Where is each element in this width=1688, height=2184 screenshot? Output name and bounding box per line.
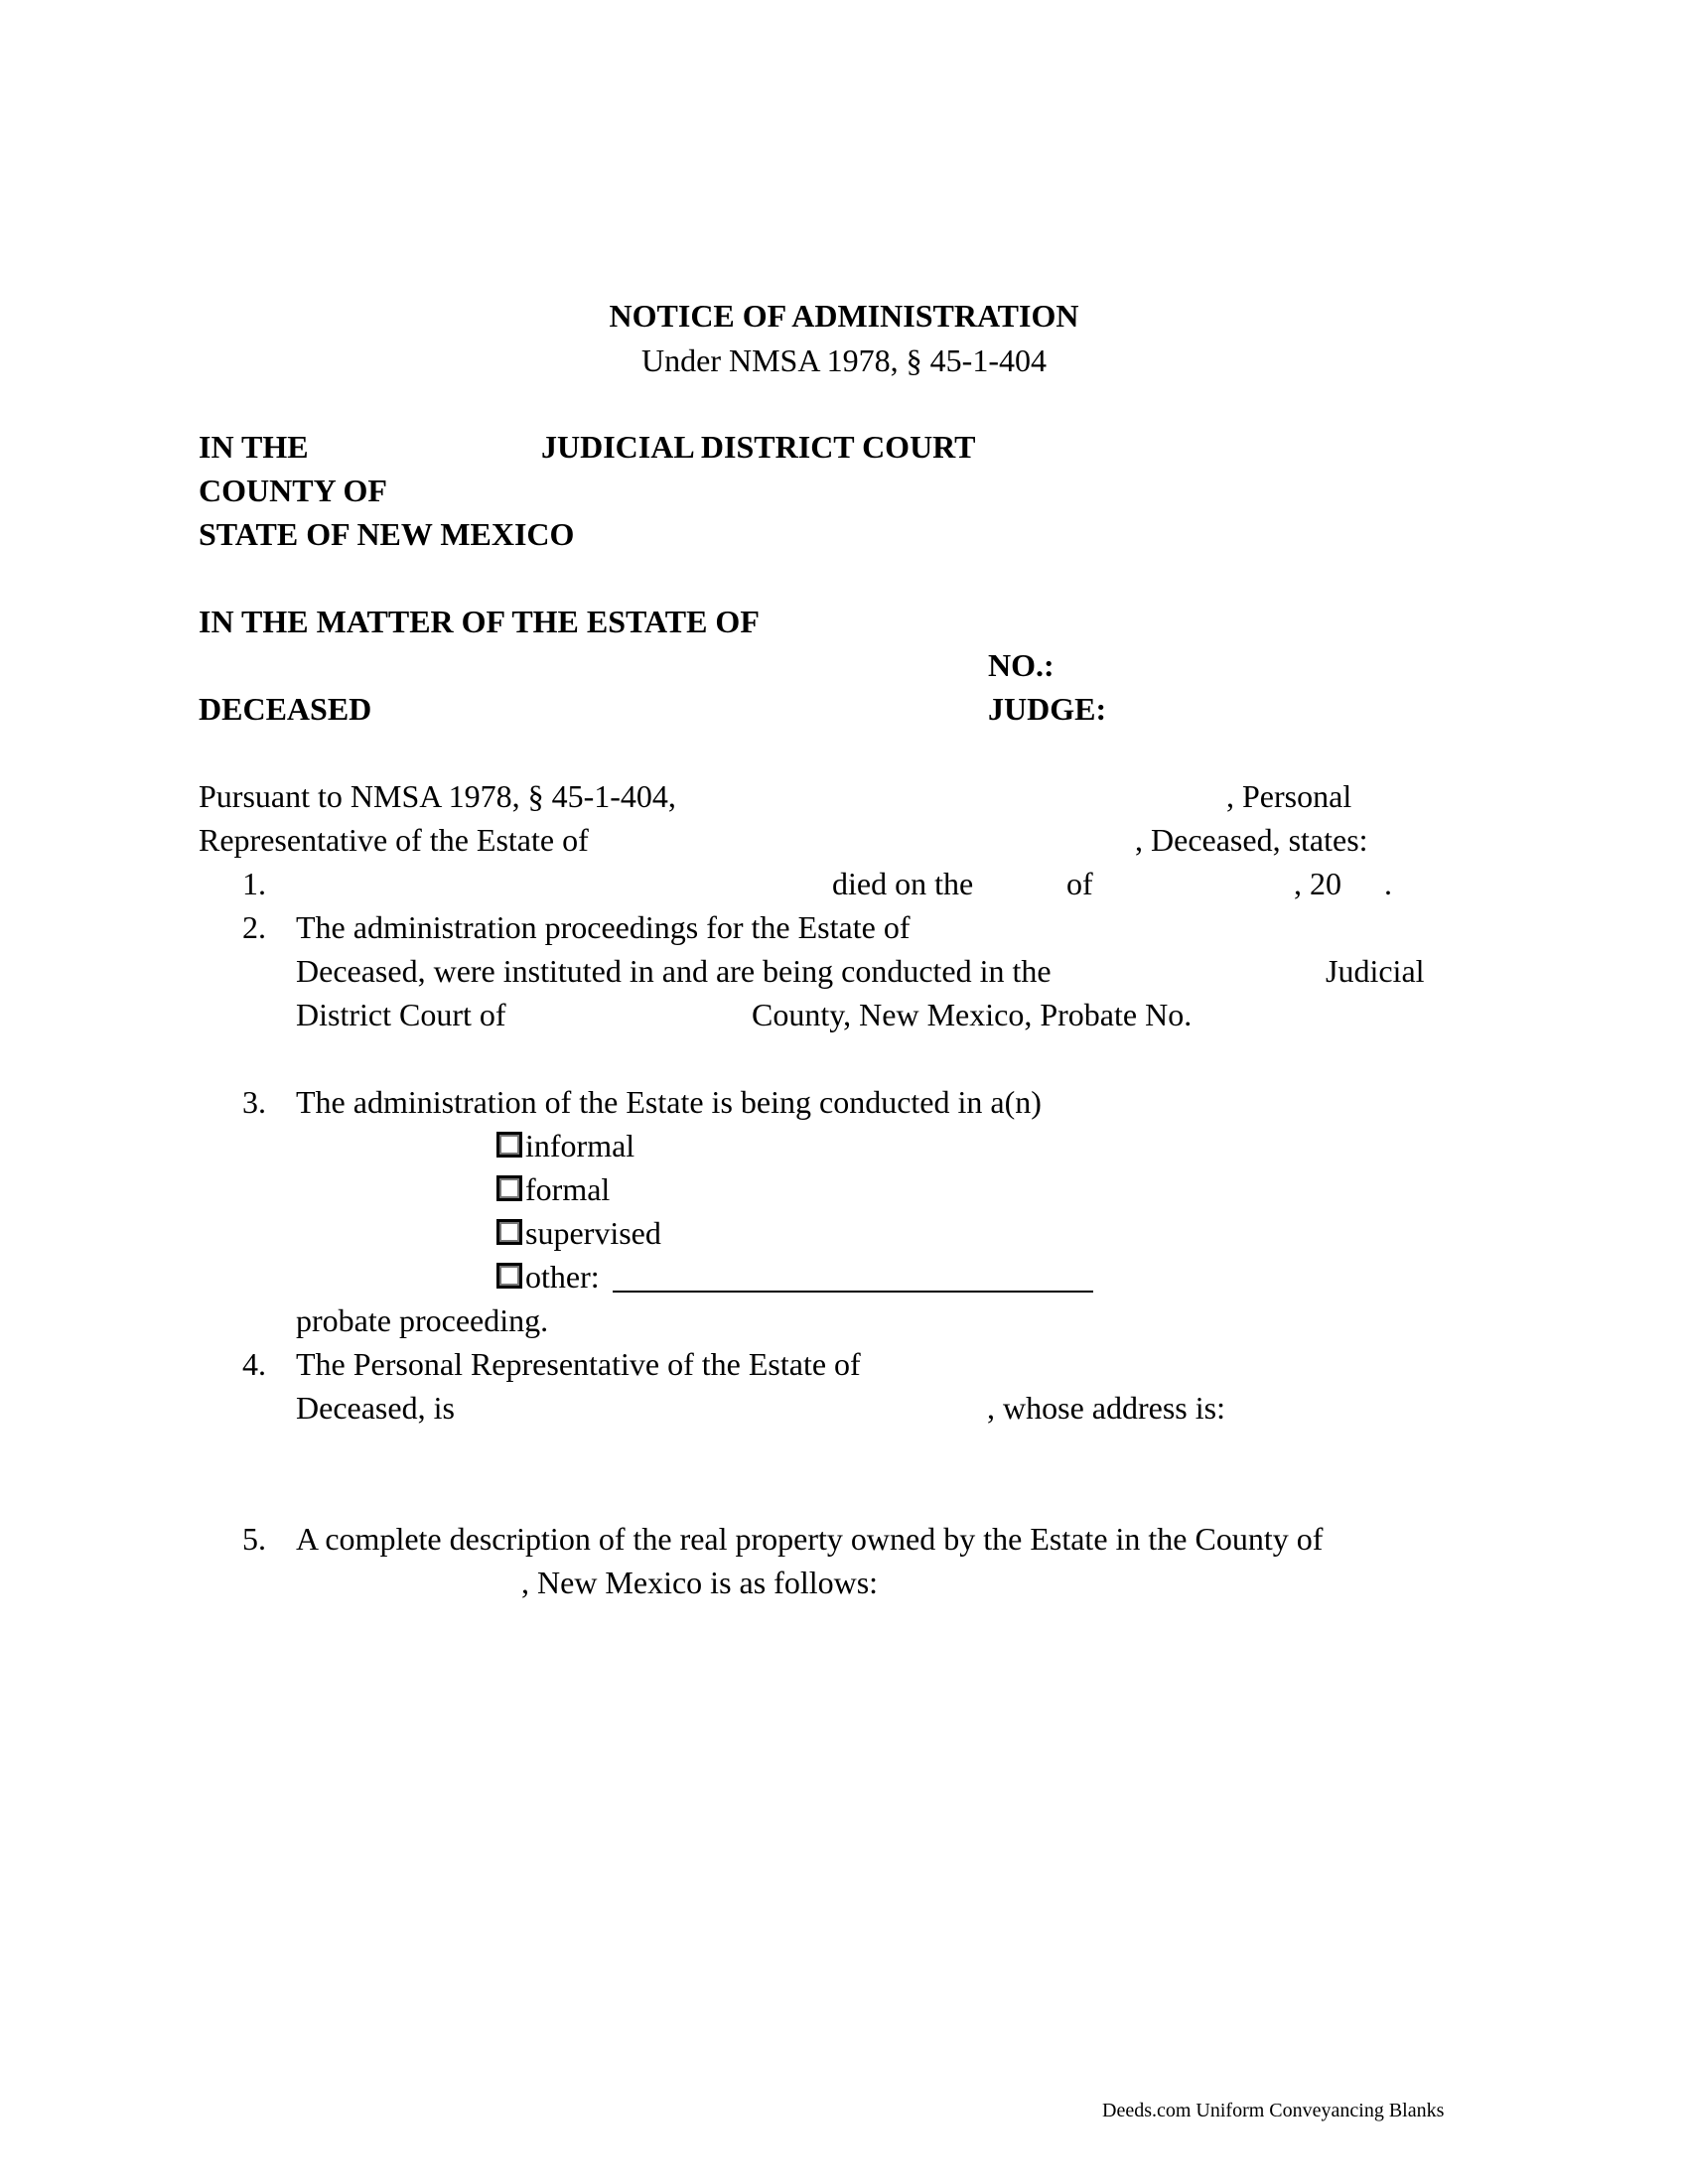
item-1-number: 1. [242, 866, 266, 901]
estate-matter-label: IN THE MATTER OF THE ESTATE OF [199, 604, 760, 639]
item-3-closing: probate proceeding. [296, 1302, 549, 1338]
document-subtitle: Under NMSA 1978, § 45-1-404 [641, 342, 1047, 378]
item-2-judicial: Judicial [1326, 953, 1425, 989]
item-3-line1: The administration of the Estate is being conducted in a(n) [296, 1084, 1042, 1120]
judge-label: JUDGE: [988, 691, 1107, 727]
item-5-line2: , New Mexico is as follows: [521, 1565, 879, 1600]
intro-representative: Representative of the Estate of [199, 822, 589, 858]
item-4-line1: The Personal Representative of the Estate of [296, 1346, 861, 1382]
item-5-line1: A complete description of the real property owned by the Estate in the County of [296, 1521, 1324, 1557]
item-4-deceased-is: Deceased, is [296, 1390, 455, 1426]
item-2-line1: The administration proceedings for the Estate of [296, 909, 911, 945]
formal-option-label: formal [525, 1171, 611, 1207]
document-title: NOTICE OF ADMINISTRATION [609, 298, 1079, 334]
other-checkbox[interactable] [496, 1263, 522, 1289]
formal-checkbox[interactable] [496, 1175, 522, 1201]
item-2-county-probate: County, New Mexico, Probate No. [752, 997, 1193, 1032]
informal-option-label: informal [525, 1128, 635, 1163]
intro-pursuant: Pursuant to NMSA 1978, § 45-1-404, [199, 778, 676, 814]
item-3-number: 3. [242, 1084, 266, 1120]
supervised-checkbox[interactable] [496, 1219, 522, 1245]
item-4-number: 4. [242, 1346, 266, 1382]
intro-deceased-states: , Deceased, states: [1135, 822, 1368, 858]
item-5-number: 5. [242, 1521, 266, 1557]
intro-personal: , Personal [1226, 778, 1352, 814]
item-1-period: . [1384, 866, 1392, 901]
other-fill-line[interactable] [613, 1291, 1093, 1293]
item-2-line2: Deceased, were instituted in and are being conducted in the [296, 953, 1052, 989]
in-the-label: IN THE [199, 429, 309, 465]
other-option-label: other: [525, 1259, 600, 1295]
item-1-year: , 20 [1294, 866, 1341, 901]
item-2-district-court-of: District Court of [296, 997, 506, 1032]
item-1-died-on-the: died on the [832, 866, 974, 901]
state-label: STATE OF NEW MEXICO [199, 516, 575, 552]
judicial-district-court-label: JUDICIAL DISTRICT COURT [541, 429, 976, 465]
item-2-number: 2. [242, 909, 266, 945]
supervised-option-label: supervised [525, 1215, 661, 1251]
case-number-label: NO.: [988, 647, 1055, 683]
footer-credit: Deeds.com Uniform Conveyancing Blanks [1102, 2100, 1445, 2121]
item-1-of: of [1066, 866, 1093, 901]
deceased-label: DECEASED [199, 691, 372, 727]
item-4-whose-address: , whose address is: [987, 1390, 1225, 1426]
informal-checkbox[interactable] [496, 1132, 522, 1158]
county-of-label: COUNTY OF [199, 473, 387, 508]
